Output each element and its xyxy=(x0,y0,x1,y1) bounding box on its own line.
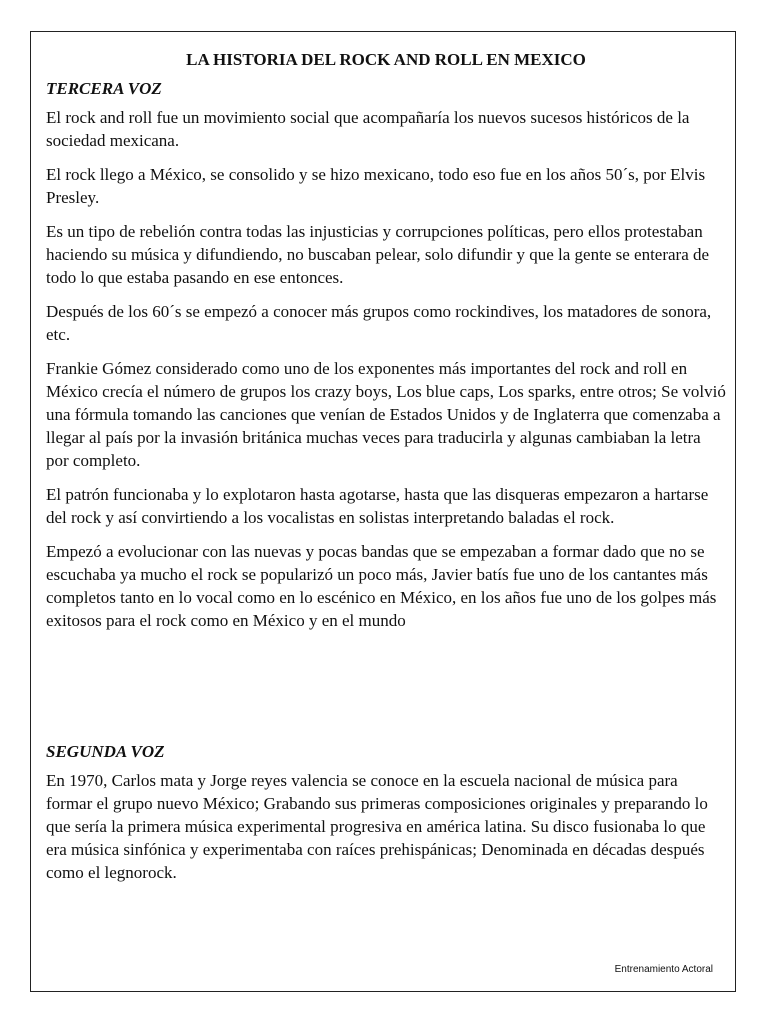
paragraph: El rock llego a México, se consolido y se hizo mexicano, todo eso fue en los años 50´s, por Elvis Presley. xyxy=(46,165,706,207)
paragraph: El rock and roll fue un movimiento social que acompañaría los nuevos sucesos históricos de la sociedad mexicana. xyxy=(46,108,690,150)
paragraph: Empezó a evolucionar con las nuevas y pocas bandas que se empezaban a formar dado que no se escuchaba ya mucho el rock se popularizó un poco más, Javier batís fue uno de los cantantes más completos tanto en lo vocal como en lo escénico en México, en los años fue uno de los golpes más exitosos para el rock como en México y en el mundo xyxy=(46,542,717,630)
paragraph: El patrón funcionaba y lo explotaron hasta agotarse, hasta que las disqueras empezaron a hartarse del rock y así convirtiendo a los vocalistas en solistas interpretando baladas el rock. xyxy=(46,485,709,527)
section-heading-segunda-voz: SEGUNDA VOZ xyxy=(46,742,165,761)
footer-label: Entrenamiento Actoral xyxy=(614,964,713,975)
paragraph: Después de los 60´s se empezó a conocer más grupos como rockindives, los matadores de sonora, etc. xyxy=(46,302,712,344)
paragraph: Frankie Gómez considerado como uno de los exponentes más importantes del rock and roll en México crecía el número de grupos los crazy boys, Los blue caps, Los sparks, entre otros; Se volvió una fórmula tomando las canciones que venían de Estados Unidos y de Inglaterra que comenzaba a llegar al país por la invasión británica muchas veces para traducirla y algunas cambiaban la letra por completo. xyxy=(46,359,726,470)
paragraph: Es un tipo de rebelión contra todas las injusticias y corrupciones políticas, pero ellos protestaban haciendo su música y difundiendo, no buscaban pelear, solo difundir y que la gente se enterara de todo lo que estaba pasando en ese entonces. xyxy=(46,222,710,287)
document-title: LA HISTORIA DEL ROCK AND ROLL EN MEXICO xyxy=(186,50,586,69)
document-page xyxy=(30,31,736,992)
document-body xyxy=(46,48,726,884)
paragraph: En 1970, Carlos mata y Jorge reyes valencia se conoce en la escuela nacional de música para formar el grupo nuevo México; Grabando sus primeras composiciones originales y preparando lo que sería la primera música experimental progresiva en américa latina. Su disco fusionaba lo que era música sinfónica y experimentaba con raíces prehispánicas; Denominada en décadas después como el legnorock. xyxy=(46,771,708,882)
section-heading-tercera-voz: TERCERA VOZ xyxy=(46,79,162,98)
